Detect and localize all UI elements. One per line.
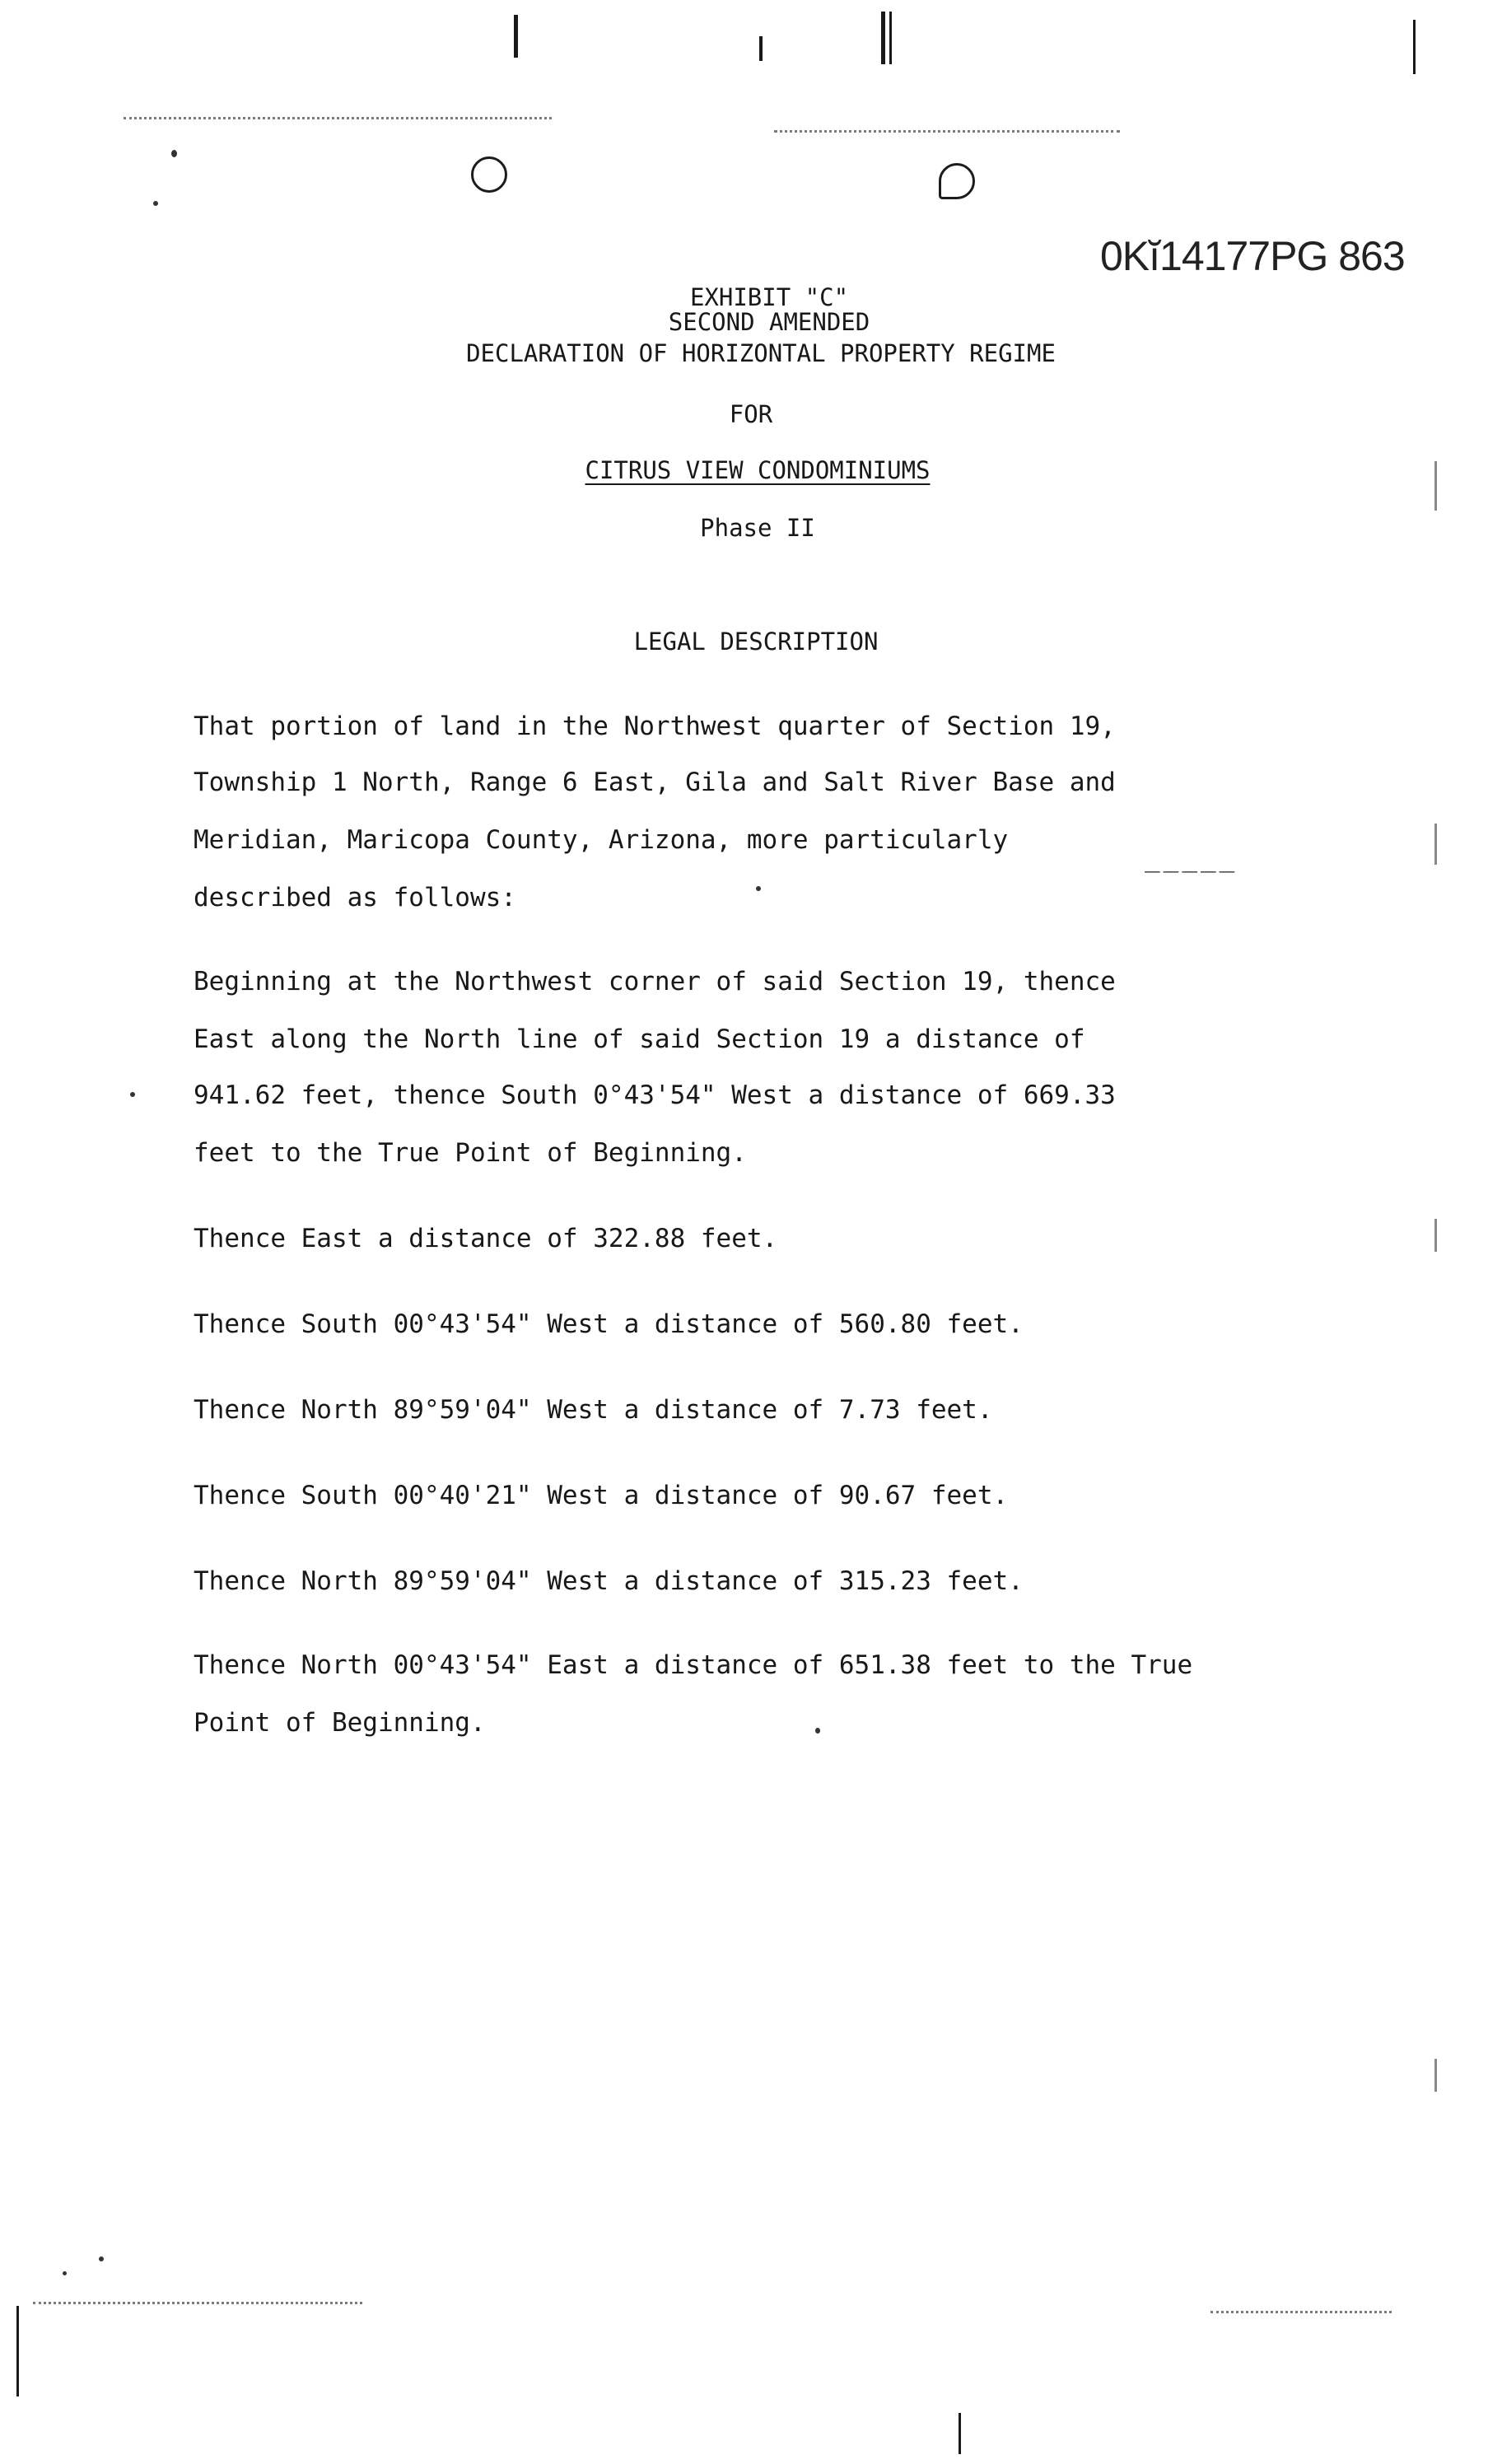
- scan-noise: [33, 2302, 362, 2306]
- intro-line-3: Meridian, Maricopa County, Arizona, more particularly: [194, 825, 1009, 855]
- final-course-line-1: Thence North 00°43'54" East a distance of 651.38 feet to the True: [194, 1650, 1193, 1680]
- scan-edge-mark: [1434, 824, 1437, 865]
- beginning-line-3: 941.62 feet, thence South 0°43'54" West a distance of 669.33: [194, 1080, 1116, 1110]
- scan-bar-artifact: [514, 15, 518, 58]
- blank-fill-line: _____: [1145, 843, 1238, 873]
- recording-number-stamp: 0Kĭ14177PG 863: [1100, 233, 1405, 279]
- scan-bar-artifact: [959, 2413, 961, 2454]
- project-name-text: CITRUS VIEW CONDOMINIUMS: [585, 456, 931, 484]
- scan-bar-artifact: [889, 12, 892, 64]
- course-line: Thence East a distance of 322.88 feet.: [194, 1224, 778, 1253]
- scan-bar-artifact: [1413, 20, 1416, 74]
- scan-speck: [153, 201, 158, 206]
- intro-line-1: That portion of land in the Northwest quarter of Section 19,: [194, 712, 1116, 741]
- declaration-title: DECLARATION OF HORIZONTAL PROPERTY REGIME: [466, 339, 1056, 367]
- scan-bar-artifact: [759, 36, 763, 61]
- scan-noise: [774, 130, 1120, 134]
- legal-description-heading: LEGAL DESCRIPTION: [633, 628, 879, 656]
- scan-speck: [756, 886, 761, 891]
- punch-hole-mark: [471, 156, 507, 193]
- beginning-line-4: feet to the True Point of Beginning.: [194, 1138, 747, 1168]
- second-amended-label: SECOND AMENDED: [668, 308, 870, 336]
- scan-noise: [1210, 2311, 1392, 2315]
- scan-edge-mark: [1434, 1219, 1437, 1252]
- course-line: Thence South 00°43'54" West a distance of 560.80 feet.: [194, 1309, 1024, 1339]
- course-line: Thence North 89°59'04" West a distance of 7.73 feet.: [194, 1395, 993, 1425]
- scan-bar-artifact: [16, 2306, 19, 2396]
- scan-speck: [130, 1092, 135, 1097]
- scan-speck: [171, 150, 177, 157]
- project-name: [7, 456, 1502, 484]
- scan-edge-mark: [1434, 2059, 1437, 2092]
- scan-speck: [99, 2256, 104, 2261]
- beginning-line-2: East along the North line of said Section 19 a distance of: [194, 1024, 1085, 1054]
- scan-speck: [815, 1728, 820, 1734]
- punch-hole-mark: [939, 163, 975, 199]
- course-line: Thence North 89°59'04" West a distance of 315.23 feet.: [194, 1566, 1024, 1596]
- final-course-line-2: Point of Beginning.: [194, 1708, 486, 1738]
- exhibit-label: EXHIBIT "C": [689, 283, 849, 311]
- course-line: Thence South 00°40'21" West a distance of 90.67 feet.: [194, 1481, 1009, 1510]
- beginning-line-1: Beginning at the Northwest corner of said Section 19, thence: [194, 967, 1116, 996]
- phase-label: Phase II: [700, 514, 815, 542]
- intro-line-2: Township 1 North, Range 6 East, Gila and Salt River Base and: [194, 768, 1116, 797]
- for-label: FOR: [729, 400, 773, 428]
- scan-noise: [124, 117, 552, 121]
- scan-speck: [63, 2271, 67, 2275]
- intro-line-4: described as follows:: [194, 883, 516, 912]
- scan-bar-artifact: [881, 12, 885, 64]
